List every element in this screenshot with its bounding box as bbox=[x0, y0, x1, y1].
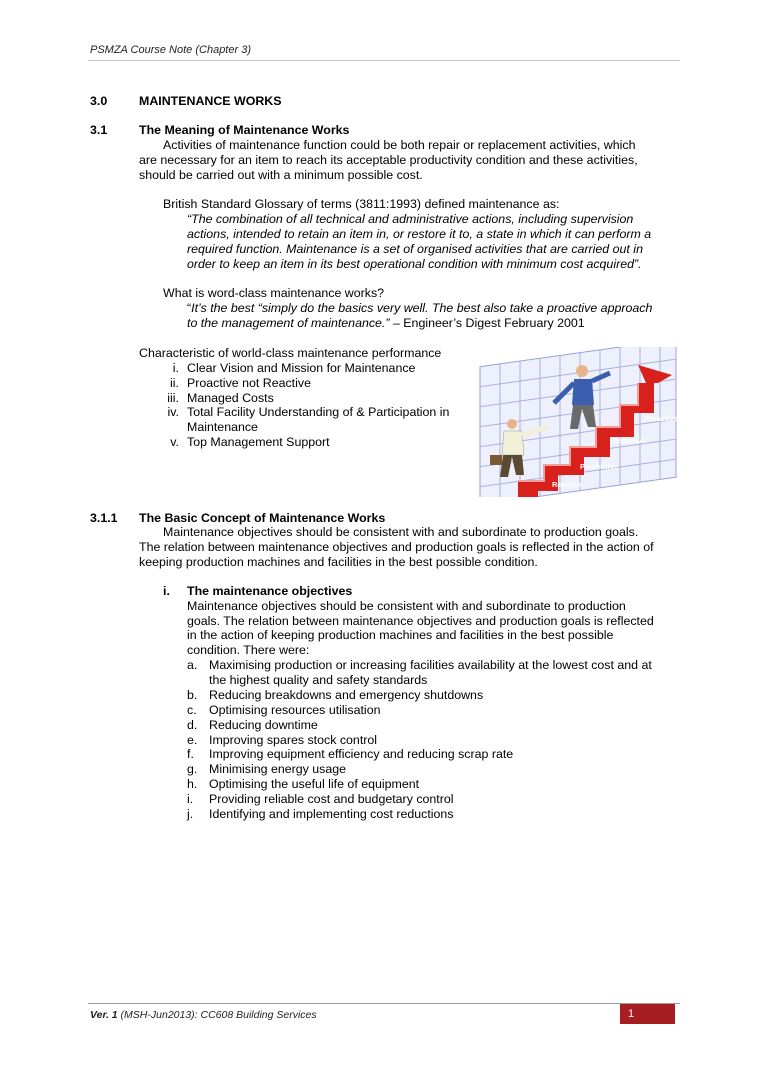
page-number-badge-notch bbox=[675, 1004, 682, 1024]
list-item-continuation: the highest quality and safety standards bbox=[209, 673, 428, 687]
list-letter: c. bbox=[187, 703, 197, 717]
list-letter: e. bbox=[187, 733, 198, 747]
section-number-3-0: 3.0 bbox=[90, 94, 108, 108]
paragraph-line: The relation between maintenance objectives and production goals is reflected in the action of bbox=[139, 540, 654, 554]
list-item: Improving spares stock control bbox=[209, 733, 378, 747]
list-item: Optimising resources utilisation bbox=[209, 703, 381, 717]
bs-quote-line: actions, intended to retain an item in, or restore it to, a state in which it can perform a bbox=[187, 227, 652, 241]
bs-quote-line: required function. Maintenance is a set of organised activities that are carried out in bbox=[187, 242, 643, 256]
list-item: Maximising production or increasing facilities availability at the lowest cost and at bbox=[209, 658, 652, 672]
page-footer: Ver. 1 (MSH-Jun2013): CC608 Building Services bbox=[90, 1009, 317, 1021]
subsection-number: i. bbox=[163, 584, 170, 598]
section-number-3-1-1: 3.1.1 bbox=[90, 511, 118, 525]
list-letter: h. bbox=[187, 777, 198, 791]
paragraph-line: Activities of maintenance function could be both repair or replacement activities, which bbox=[163, 138, 636, 152]
list-item: Optimising the useful life of equipment bbox=[209, 777, 420, 791]
bs-quote-line: order to keep an item in its best operational condition with minimum cost acquired”. bbox=[187, 257, 642, 271]
list-item: Managed Costs bbox=[187, 391, 274, 405]
figure-label-preventive: Preventive bbox=[580, 462, 618, 471]
paragraph-line: goals. The relation between maintenance objectives and production goals is reflected bbox=[187, 614, 654, 628]
list-letter: g. bbox=[187, 762, 198, 776]
section-title-3-0: MAINTENANCE WORKS bbox=[139, 94, 282, 108]
header-rule bbox=[88, 60, 680, 61]
section-number-3-1: 3.1 bbox=[90, 123, 108, 137]
list-number: ii. bbox=[170, 376, 179, 390]
world-class-quote-line: “It’s the best “simply do the basics very well. The best also take a proactive approach bbox=[187, 301, 653, 315]
paragraph-line: are necessary for an item to reach its acceptable productivity condition and these activities, bbox=[139, 153, 638, 167]
list-item: Identifying and implementing cost reductions bbox=[209, 807, 454, 821]
bs-quote-line: “The combination of all technical and administrative actions, including supervision bbox=[187, 212, 634, 226]
list-item: Total Facility Understanding of & Participation in bbox=[187, 405, 450, 419]
paragraph-line: Maintenance objectives should be consistent with and subordinate to production goals. bbox=[163, 525, 639, 539]
paragraph-line: Maintenance objectives should be consistent with and subordinate to production bbox=[187, 599, 626, 613]
bs-definition-intro: British Standard Glossary of terms (3811:1993) defined maintenance as: bbox=[163, 197, 560, 211]
list-letter: j. bbox=[187, 807, 194, 821]
list-item: Proactive not Reactive bbox=[187, 376, 311, 390]
figure-label-predictive: Predictive bbox=[610, 436, 646, 445]
list-item: Clear Vision and Mission for Maintenance bbox=[187, 361, 416, 375]
subsection-title: The maintenance objectives bbox=[187, 584, 353, 598]
section-title-3-1: The Meaning of Maintenance Works bbox=[139, 123, 350, 137]
list-number: iii. bbox=[167, 391, 179, 405]
list-item: Top Management Support bbox=[187, 435, 330, 449]
footer-rule bbox=[88, 1003, 680, 1004]
list-item: Reducing downtime bbox=[209, 718, 318, 732]
paragraph-line: keeping production machines and facilities in the best possible condition. bbox=[139, 555, 538, 569]
list-number: i. bbox=[172, 361, 179, 375]
page-header: PSMZA Course Note (Chapter 3) bbox=[90, 44, 251, 56]
page-number: 1 bbox=[628, 1008, 635, 1020]
list-item: Improving equipment efficiency and reducing scrap rate bbox=[209, 747, 514, 761]
paragraph-line: should be carried out with a minimum possible cost. bbox=[139, 168, 423, 182]
section-title-3-1-1: The Basic Concept of Maintenance Works bbox=[139, 511, 386, 525]
characteristics-intro: Characteristic of world-class maintenance performance bbox=[139, 346, 442, 360]
list-item: Minimising energy usage bbox=[209, 762, 347, 776]
list-letter: a. bbox=[187, 658, 198, 672]
list-number: iv. bbox=[167, 405, 179, 419]
list-letter: d. bbox=[187, 718, 198, 732]
list-item: Reducing breakdowns and emergency shutdowns bbox=[209, 688, 484, 702]
list-item-continuation: Maintenance bbox=[187, 420, 258, 434]
world-class-question: What is word-class maintenance works? bbox=[163, 286, 385, 300]
list-letter: i. bbox=[187, 792, 194, 806]
world-class-quote-line: to the management of maintenance.” – Engineer’s Digest February 2001 bbox=[187, 316, 585, 330]
list-item: Providing reliable cost and budgetary control bbox=[209, 792, 454, 806]
list-letter: f. bbox=[187, 747, 194, 761]
figure-label-proactive: Proactive bbox=[644, 414, 678, 423]
maintenance-staircase-illustration bbox=[478, 347, 680, 497]
list-letter: b. bbox=[187, 688, 198, 702]
list-number: v. bbox=[170, 435, 179, 449]
paragraph-line: condition. There were: bbox=[187, 643, 310, 657]
paragraph-line: in the action of keeping production machines and facilities in the best possible bbox=[187, 628, 614, 642]
figure-label-reactive: Reactive bbox=[552, 480, 583, 489]
